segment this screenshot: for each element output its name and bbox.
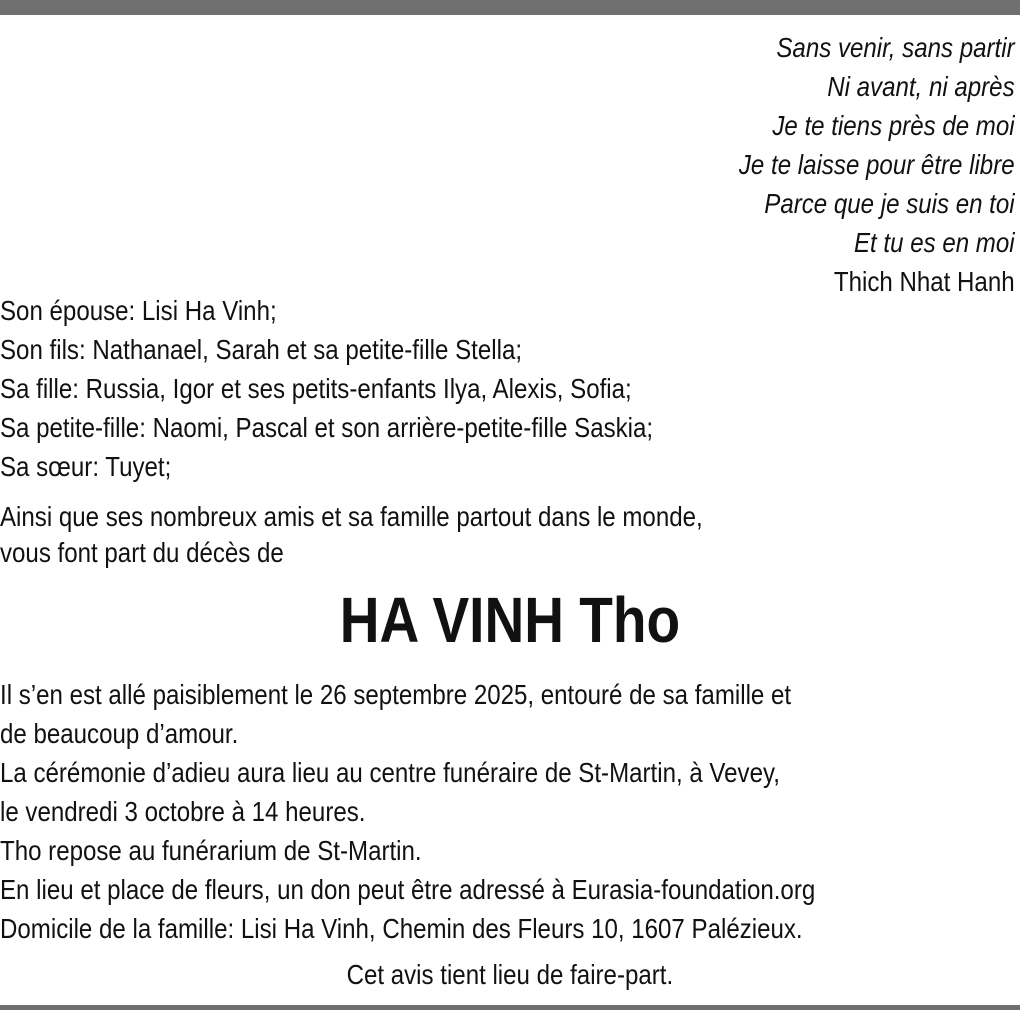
closing-note	[0, 955, 1020, 994]
family-member-line: Sa fille: Russia, Igor et ses petits-enfants Ilya, Alexis, Sofia;	[0, 373, 632, 404]
detail-line: En lieu et place de fleurs, un don peut être adressé à Eurasia-foundation.org	[0, 874, 816, 905]
family-list	[0, 291, 653, 486]
family-member-line: Sa sœur: Tuyet;	[0, 451, 172, 482]
detail-line: Tho repose au funérarium de St-Martin.	[0, 835, 422, 866]
detail-line: de beaucoup d’amour.	[0, 718, 239, 749]
detail-line: Il s’en est allé paisiblement le 26 septembre 2025, entouré de sa famille et	[0, 679, 792, 710]
poem-quote	[739, 28, 1015, 301]
poem-line: Ni avant, ni après	[827, 71, 1015, 102]
detail-line: le vendredi 3 octobre à 14 heures.	[0, 796, 366, 827]
deceased-name	[0, 580, 1020, 660]
poem-line: Parce que je suis en toi	[764, 188, 1015, 219]
top-border	[0, 0, 1020, 15]
closing-text: Cet avis tient lieu de faire-part.	[346, 959, 674, 990]
poem-line: Sans venir, sans partir	[776, 32, 1015, 63]
intro-line: Ainsi que ses nombreux amis et sa famille partout dans le monde,	[0, 501, 703, 532]
announcement-intro	[0, 499, 703, 571]
poem-line: Je te tiens près de moi	[772, 110, 1015, 141]
intro-line: vous font part du décès de	[0, 537, 284, 568]
family-member-line: Son fils: Nathanael, Sarah et sa petite-fille Stella;	[0, 334, 523, 365]
family-member-line: Sa petite-fille: Naomi, Pascal et son arrière-petite-fille Saskia;	[0, 412, 654, 443]
poem-line: Et tu es en moi	[854, 227, 1015, 258]
detail-line: Domicile de la famille: Lisi Ha Vinh, Chemin des Fleurs 10, 1607 Palézieux.	[0, 913, 803, 944]
poem-line: Je te laisse pour être libre	[739, 149, 1015, 180]
bottom-border	[0, 1005, 1020, 1010]
poem-author: Thich Nhat Hanh	[834, 266, 1015, 297]
ceremony-details	[0, 675, 815, 948]
deceased-name-text: HA VINH Tho	[339, 584, 681, 656]
family-member-line: Son épouse: Lisi Ha Vinh;	[0, 295, 277, 326]
detail-line: La cérémonie d’adieu aura lieu au centre funéraire de St-Martin, à Vevey,	[0, 757, 780, 788]
